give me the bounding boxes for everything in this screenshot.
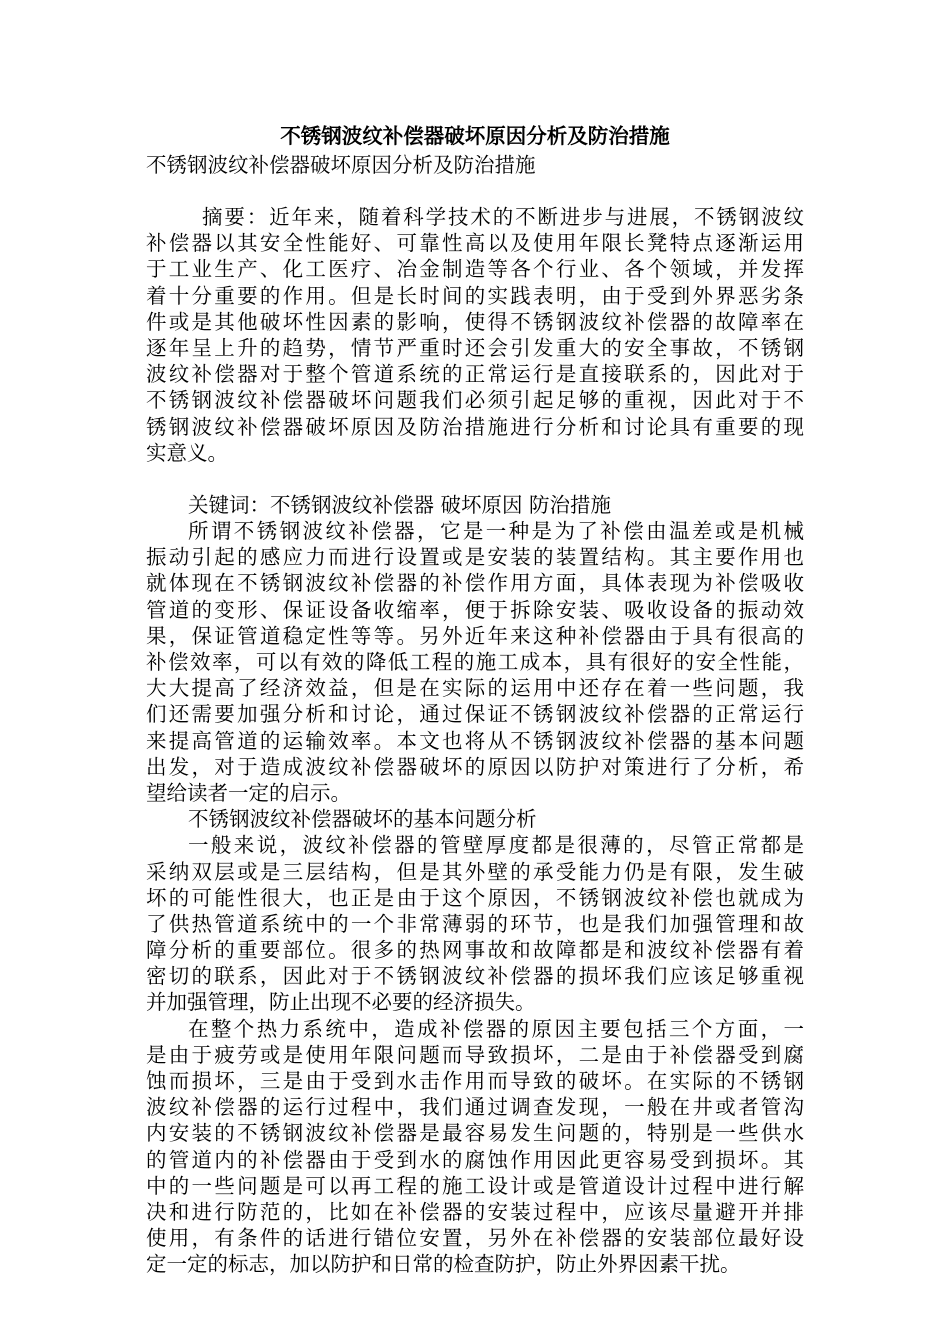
paragraph-line: 蚀而损坏，三是由于受到水击作用而导致的破坏。在实际的不锈钢	[146, 1069, 804, 1093]
abstract-line: 锈钢波纹补偿器破坏原因及防治措施进行分析和讨论具有重要的现	[146, 414, 804, 439]
abstract-line: 逐年呈上升的趋势，情节严重时还会引发重大的安全事故，不锈钢	[146, 335, 804, 360]
abstract-line: 补偿器以其安全性能好、可靠性高以及使用年限长凳特点逐渐运用	[146, 231, 804, 256]
intro-line: 大大提高了经济效益，但是在实际的运用中还存在着一些问题，我	[146, 676, 804, 701]
intro-line: 管道的变形、保证设备收缩率，便于拆除安装、吸收设备的振动效	[146, 597, 804, 622]
document-page	[146, 120, 804, 1278]
intro-line: 振动引起的感应力而进行设置或是安装的装置结构。其主要作用也	[146, 545, 804, 570]
paragraph-line: 一般来说，波纹补偿器的管壁厚度都是很薄的，尽管正常都是	[188, 833, 804, 858]
intro-line: 补偿效率，可以有效的降低工程的施工成本，具有很好的安全性能，	[146, 650, 804, 674]
paragraph-line: 内安装的不锈钢波纹补偿器是最容易发生问题的，特别是一些供水	[146, 1121, 804, 1146]
paragraph-line: 决和进行防范的，比如在补偿器的安装过程中，应该尽量避开并排	[146, 1199, 804, 1224]
paragraph-line: 是由于疲劳或是使用年限问题而导致损坏，二是由于补偿器受到腐	[146, 1042, 804, 1067]
keywords-line: 关键词：不锈钢波纹补偿器 破坏原因 防治措施	[188, 492, 612, 517]
paragraph-line: 的管道内的补偿器由于受到水的腐蚀作用因此更容易受到损坏。其	[146, 1147, 804, 1172]
spacer	[146, 466, 804, 492]
abstract-line: 着十分重要的作用。但是长时间的实践表明，由于受到外界恶劣条	[146, 283, 804, 308]
abstract-line: 于工业生产、化工医疗、冶金制造等各个行业、各个领域，并发挥	[146, 257, 804, 282]
abstract-line: 不锈钢波纹补偿器破坏问题我们必须引起足够的重视，因此对于不	[146, 388, 804, 413]
abstract-line: 波纹补偿器对于整个管道系统的正常运行是直接联系的，因此对于	[146, 362, 804, 387]
intro-line: 出发，对于造成波纹补偿器破坏的原因以防护对策进行了分析，希	[146, 754, 804, 779]
intro-line: 就体现在不锈钢波纹补偿器的补偿作用方面，具体表现为补偿吸收	[146, 571, 804, 596]
paragraph-line: 在整个热力系统中，造成补偿器的原因主要包括三个方面，一	[188, 1016, 804, 1041]
paragraph-line: 了供热管道系统中的一个非常薄弱的环节，也是我们加强管理和故	[146, 911, 804, 936]
paragraph-line: 障分析的重要部位。很多的热网事故和故障都是和波纹补偿器有着	[146, 938, 804, 963]
abstract-line: 摘要：近年来，随着科学技术的不断进步与进展，不锈钢波纹	[202, 205, 804, 229]
paragraph-line: 密切的联系，因此对于不锈钢波纹补偿器的损坏我们应该足够重视	[146, 964, 804, 989]
document-subtitle: 不锈钢波纹补偿器破坏原因分析及防治措施	[146, 153, 536, 177]
body-paragraph-1	[146, 832, 804, 1015]
paragraph-line: 中的一些问题是可以再工程的施工设计或是管道设计过程中进行解	[146, 1173, 804, 1198]
paragraph-line: 定一定的标志，加以防护和日常的检查防护，防止外界因素干扰。	[146, 1252, 741, 1277]
intro-line: 们还需要加强分析和讨论，通过保证不锈钢波纹补偿器的正常运行	[146, 702, 804, 727]
document-title: 不锈钢波纹补偿器破坏原因分析及防治措施	[280, 124, 670, 148]
spacer	[146, 178, 804, 204]
body-paragraph-2	[146, 1016, 804, 1278]
intro-line: 来提高管道的运输效率。本文也将从不锈钢波纹补偿器的基本问题	[146, 728, 804, 753]
paragraph-line: 使用，有条件的话进行错位安置，另外在补偿器的安装部位最好设	[146, 1226, 804, 1251]
intro-paragraph	[146, 518, 804, 806]
section-heading: 不锈钢波纹补偿器破坏的基本问题分析	[188, 807, 537, 832]
paragraph-line: 坏的可能性很大，也正是由于这个原因，不锈钢波纹补偿也就成为	[146, 885, 804, 910]
intro-line: 望给读者一定的启示。	[146, 780, 351, 805]
abstract-paragraph	[146, 204, 804, 466]
intro-line: 所谓不锈钢波纹补偿器，它是一种是为了补偿由温差或是机械	[188, 519, 804, 544]
abstract-line: 实意义。	[146, 440, 228, 465]
abstract-line: 件或是其他破坏性因素的影响，使得不锈钢波纹补偿器的故障率在	[146, 309, 804, 334]
paragraph-line: 波纹补偿器的运行过程中，我们通过调查发现，一般在井或者管沟	[146, 1095, 804, 1120]
intro-line: 果，保证管道稳定性等等。另外近年来这种补偿器由于具有很高的	[146, 623, 804, 648]
paragraph-line: 采纳双层或是三层结构，但是其外壁的承受能力仍是有限，发生破	[146, 859, 804, 884]
paragraph-line: 并加强管理，防止出现不必要的经济损失。	[146, 990, 536, 1015]
